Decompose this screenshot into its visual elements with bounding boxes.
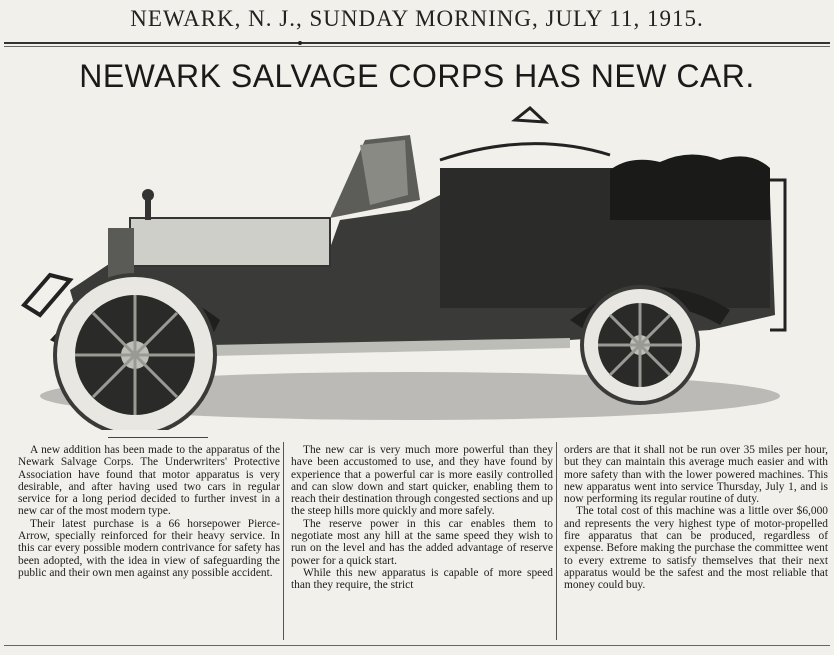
article-column-1 <box>18 444 280 644</box>
paragraph-continued: orders are that it shall not be run over 35 miles per hour, but they can maintain this average much easier and with more safety than with the lower powered machines. This new apparatus went into service Thursday, July 1, and is now performing its regular routine of duty. <box>564 444 828 506</box>
paragraph: The reserve power in this car enables them to negotiate most any hill at the same speed they wish to run on the level and has the added advantage of reserve power for a quick start. <box>291 517 553 567</box>
paragraph: A new addition has been made to the apparatus of the Newark Salvage Corps. The Underwriters' Protective Association have found that motor apparatus is very desirable, and after having used two cars in regular service for a long period decided to further invest in a new car of the most modern type. <box>18 444 280 518</box>
headline: NEWARK SALVAGE CORPS HAS NEW CAR. <box>79 58 755 94</box>
bottom-rule <box>4 645 830 646</box>
masthead-rule-thin <box>4 46 830 47</box>
masthead-rule <box>4 42 830 44</box>
paragraph: Their latest purchase is a 66 horsepower Pierce-Arrow, specially reinforced for their heavy service. In this car every possible modern contrivance for safety has been adopted, with the idea in view of safeguarding the public and their own men against any possible accident. <box>18 517 280 579</box>
paragraph: While this new apparatus is capable of more speed than they require, the strict <box>291 566 553 592</box>
article-column-3 <box>564 444 828 644</box>
paragraph: The new car is very much more powerful than they have been accustomed to use, and they have found by experience that a powerful car is more easily controlled and can slow down and start quicker, enabling them to reach their destination through congested sections and up the steep hills more quickly and more safely. <box>291 444 553 518</box>
rule-ornament <box>298 41 302 45</box>
masthead: NEWARK, N. J., SUNDAY MORNING, JULY 11, 1915. <box>130 6 704 31</box>
car-photograph <box>10 100 822 430</box>
article-column-2 <box>291 444 553 644</box>
column-divider <box>556 442 557 640</box>
caption-rule <box>108 437 208 438</box>
column-divider <box>283 442 284 640</box>
paragraph: The total cost of this machine was a little over $6,000 and represents the very highest type of motor-propelled fire apparatus that can be produced, regardless of expense. Before making the purchase the committee went to every extreme to satisfy themselves that their next apparatus would be the safest and the most reliable that money could buy. <box>564 505 828 592</box>
